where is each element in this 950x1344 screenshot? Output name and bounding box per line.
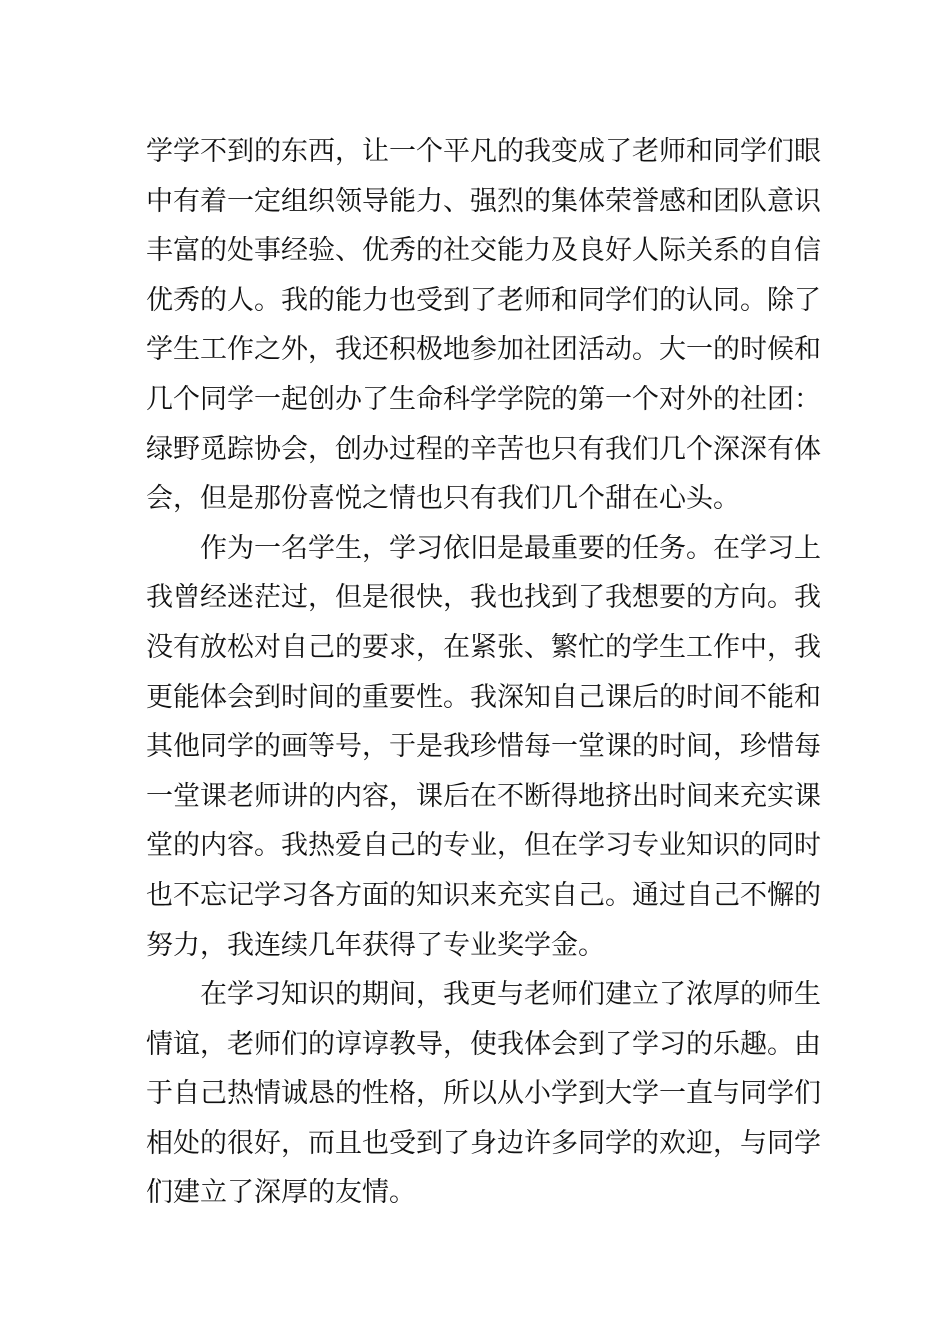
text-line: 们建立了深厚的友情。 [146, 1177, 416, 1209]
text-line: 会，但是那份喜悦之情也只有我们几个甜在心头。 [146, 483, 740, 515]
text-line: 中有着一定组织领导能力、强烈的集体荣誉感和团队意识 [146, 185, 821, 217]
text-line: 其他同学的画等号，于是我珍惜每一堂课的时间，珍惜每 [146, 731, 821, 763]
body-text [146, 127, 821, 1218]
text-line: 努力，我连续几年获得了专业奖学金。 [146, 929, 605, 961]
text-line: 在学习知识的期间，我更与老师们建立了浓厚的师生 [200, 979, 821, 1011]
text-line: 一堂课老师讲的内容，课后在不断得地挤出时间来充实课 [146, 780, 821, 812]
text-line: 作为一名学生，学习依旧是最重要的任务。在学习上 [200, 532, 821, 564]
text-line: 也不忘记学习各方面的知识来充实自己。通过自己不懈的 [146, 879, 821, 911]
text-line: 学学不到的东西，让一个平凡的我变成了老师和同学们眼 [146, 136, 821, 167]
text-line: 我曾经迷茫过，但是很快，我也找到了我想要的方向。我 [146, 582, 821, 614]
text-line: 情谊，老师们的谆谆教导，使我体会到了学习的乐趣。由 [146, 1028, 821, 1060]
text-line: 于自己热情诚恳的性格，所以从小学到大学一直与同学们 [146, 1078, 821, 1110]
text-line: 更能体会到时间的重要性。我深知自己课后的时间不能和 [146, 681, 821, 713]
text-line: 绿野觅踪协会，创办过程的辛苦也只有我们几个深深有体 [146, 433, 821, 465]
text-line: 学生工作之外，我还积极地参加社团活动。大一的时候和 [146, 334, 821, 366]
text-line: 几个同学一起创办了生命科学学院的第一个对外的社团： [146, 383, 821, 415]
text-line: 堂的内容。我热爱自己的专业，但在学习专业知识的同时 [146, 830, 821, 862]
text-line: 没有放松对自己的要求，在紧张、繁忙的学生工作中，我 [146, 631, 821, 663]
text-line: 相处的很好，而且也受到了身边许多同学的欢迎，与同学 [146, 1127, 821, 1159]
text-line: 优秀的人。我的能力也受到了老师和同学们的认同。除了 [146, 284, 821, 316]
text-line: 丰富的处事经验、优秀的社交能力及良好人际关系的自信 [146, 235, 821, 267]
